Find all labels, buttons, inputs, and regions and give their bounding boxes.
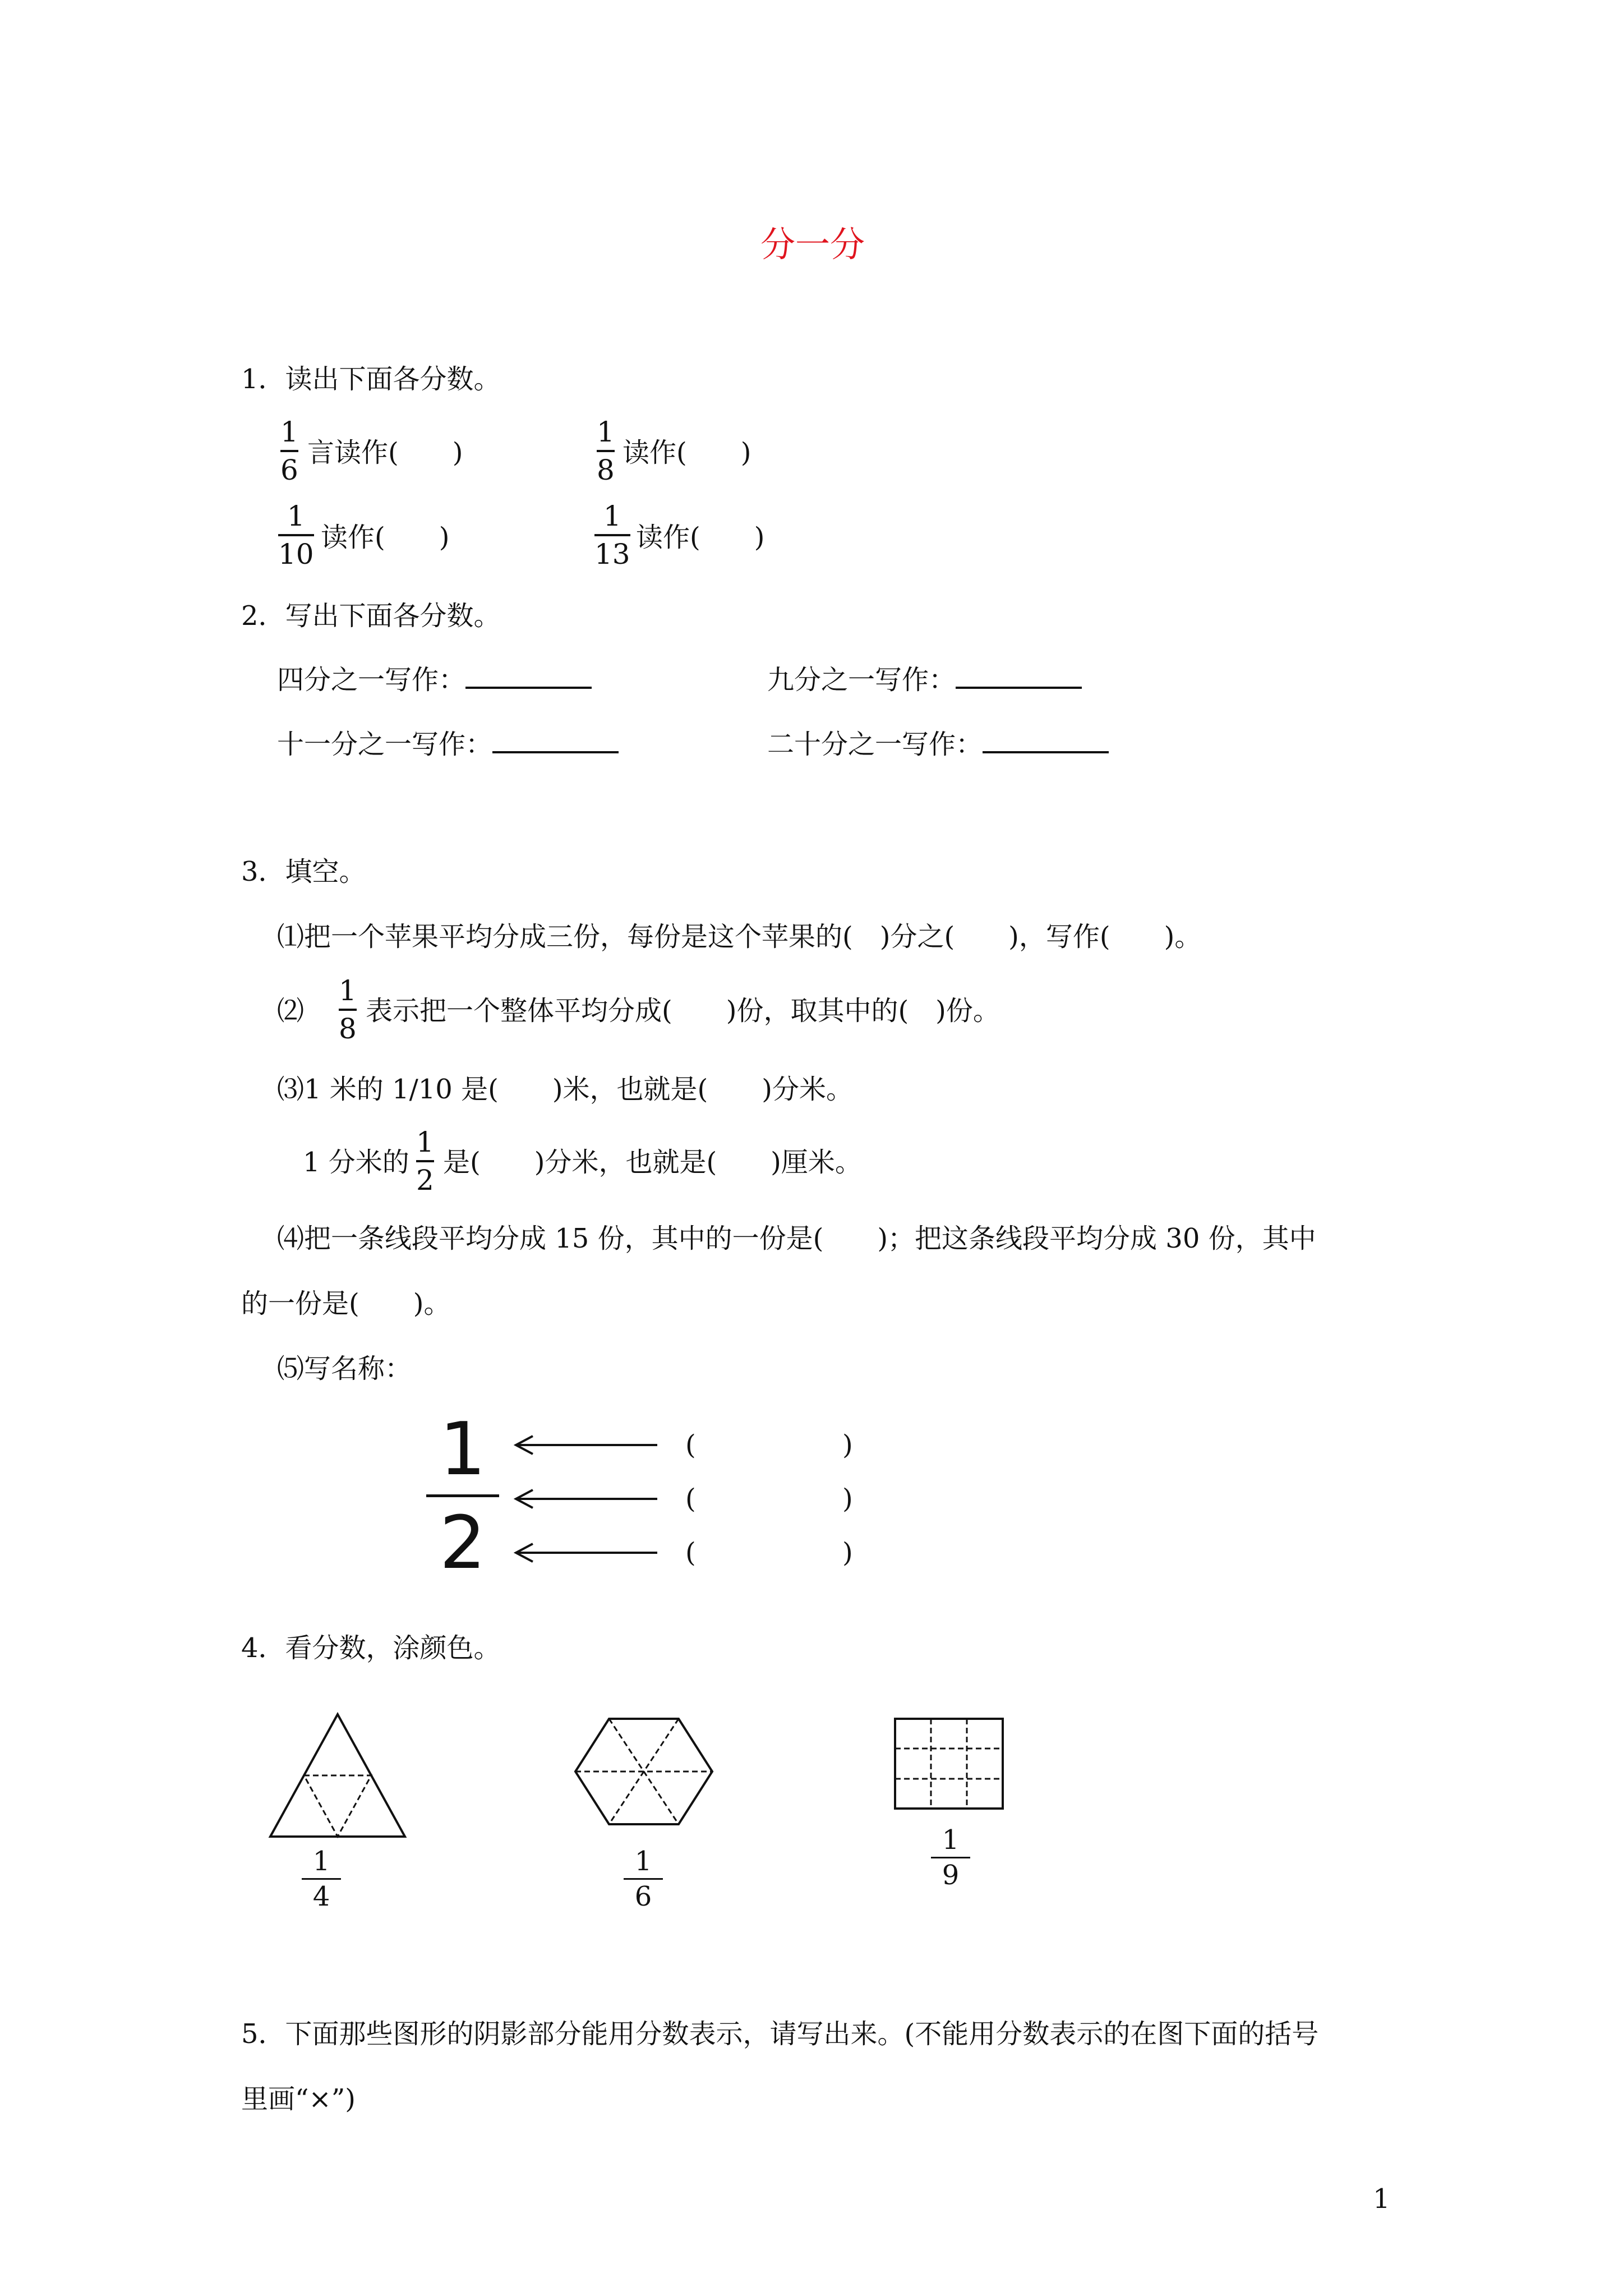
numerator: 1 (312, 1846, 330, 1877)
q4-fraction-1 (302, 1846, 341, 1912)
q1-fraction-2 (597, 415, 615, 487)
numerator: 1 (280, 416, 298, 448)
q5-line-2: 里画“×”) (241, 2083, 356, 2115)
denominator: 10 (278, 538, 314, 570)
q3-part-4b: 的一份是( )。 (241, 1288, 451, 1319)
big-denominator: 2 (439, 1500, 486, 1585)
denominator: 4 (312, 1881, 330, 1912)
q2-item-1 (277, 662, 592, 697)
q1-read-1: 言读作( ) (307, 437, 463, 468)
numerator: 1 (287, 500, 305, 532)
page-title: 分一分 (760, 224, 865, 265)
q1-heading: 1．读出下面各分数。 (241, 364, 501, 395)
q3-heading: 3．填空。 (241, 856, 366, 887)
answer-blank[interactable] (956, 662, 1082, 689)
q4-heading: 4．看分数，涂颜色。 (241, 1632, 501, 1664)
q2-label-4: 二十分之一写作： (767, 729, 983, 760)
q2-label-3: 十一分之一写作： (277, 729, 493, 760)
numerator: 1 (634, 1846, 652, 1877)
numerator: 1 (339, 974, 357, 1007)
denominator: 6 (634, 1881, 652, 1912)
q1-fraction-4 (594, 499, 630, 571)
name-bracket-1-left: ( (685, 1429, 696, 1461)
denominator: 13 (594, 538, 630, 570)
q3-part-3: ⑶1 米的 1/10 是( )米，也就是( )分米。 (277, 1074, 854, 1105)
q2-item-3 (277, 726, 619, 761)
q1-fraction-1 (280, 415, 298, 487)
page-number: 1 (1373, 2183, 1390, 2215)
answer-blank[interactable] (983, 726, 1109, 753)
answer-blank[interactable] (465, 662, 592, 689)
numerator: 1 (416, 1126, 434, 1158)
name-bracket-3-right: ) (842, 1537, 853, 1568)
q1-read-2: 读作( ) (623, 437, 751, 468)
q3-part-4a: ⑷把一条线段平均分成 15 份，其中的一份是( )；把这条线段平均分成 30 份，其中 (277, 1223, 1316, 1254)
q3-part-3b-fraction (416, 1125, 434, 1197)
big-fraction (426, 1406, 499, 1585)
q3-part-5: ⑸写名称： (277, 1353, 412, 1384)
name-bracket-3-left: ( (685, 1537, 696, 1568)
answer-blank[interactable] (492, 726, 619, 753)
name-bracket-2-left: ( (685, 1483, 696, 1515)
q4-fraction-3 (931, 1824, 970, 1891)
numerator: 1 (942, 1824, 960, 1856)
q3-part-2-fraction (339, 974, 357, 1046)
denominator: 8 (339, 1013, 357, 1045)
big-numerator: 1 (439, 1406, 486, 1492)
numerator: 1 (597, 416, 615, 448)
q3-part-3b-prefix: 1 分米的 (303, 1147, 409, 1178)
denominator: 2 (416, 1164, 434, 1197)
q1-read-4: 读作( ) (636, 522, 765, 553)
q3-part-3b-text: 是( )分米，也就是( )厘米。 (443, 1147, 862, 1178)
numerator: 1 (603, 500, 621, 532)
q3-part-1: ⑴把一个苹果平均分成三份，每份是这个苹果的( )分之( )，写作( )。 (277, 921, 1202, 953)
name-bracket-1-right: ) (842, 1429, 853, 1461)
rectangle-grid-shape (893, 1717, 1005, 1812)
denominator: 6 (280, 454, 298, 486)
name-bracket-2-right: ) (842, 1483, 853, 1515)
q5-line-1: 5．下面那些图形的阴影部分能用分数表示，请写出来。(不能用分数表示的在图下面的括号 (241, 2018, 1319, 2050)
q2-item-2 (767, 662, 1082, 697)
q1-fraction-3 (278, 499, 314, 571)
q3-part-2-prefix: ⑵ (277, 995, 305, 1027)
triangle-shape (265, 1711, 411, 1840)
q1-read-3: 读作( ) (321, 522, 450, 553)
denominator: 9 (942, 1860, 960, 1891)
denominator: 8 (597, 454, 615, 486)
hexagon-shape (571, 1715, 717, 1828)
q2-label-2: 九分之一写作： (767, 664, 956, 696)
q2-label-1: 四分之一写作： (277, 664, 466, 696)
q3-part-2-text: 表示把一个整体平均分成( )份，取其中的( )份。 (366, 995, 1000, 1027)
q2-heading: 2．写出下面各分数。 (241, 600, 501, 632)
q2-item-4 (767, 726, 1109, 761)
q4-fraction-2 (624, 1846, 663, 1912)
naming-arrows (510, 1425, 679, 1571)
